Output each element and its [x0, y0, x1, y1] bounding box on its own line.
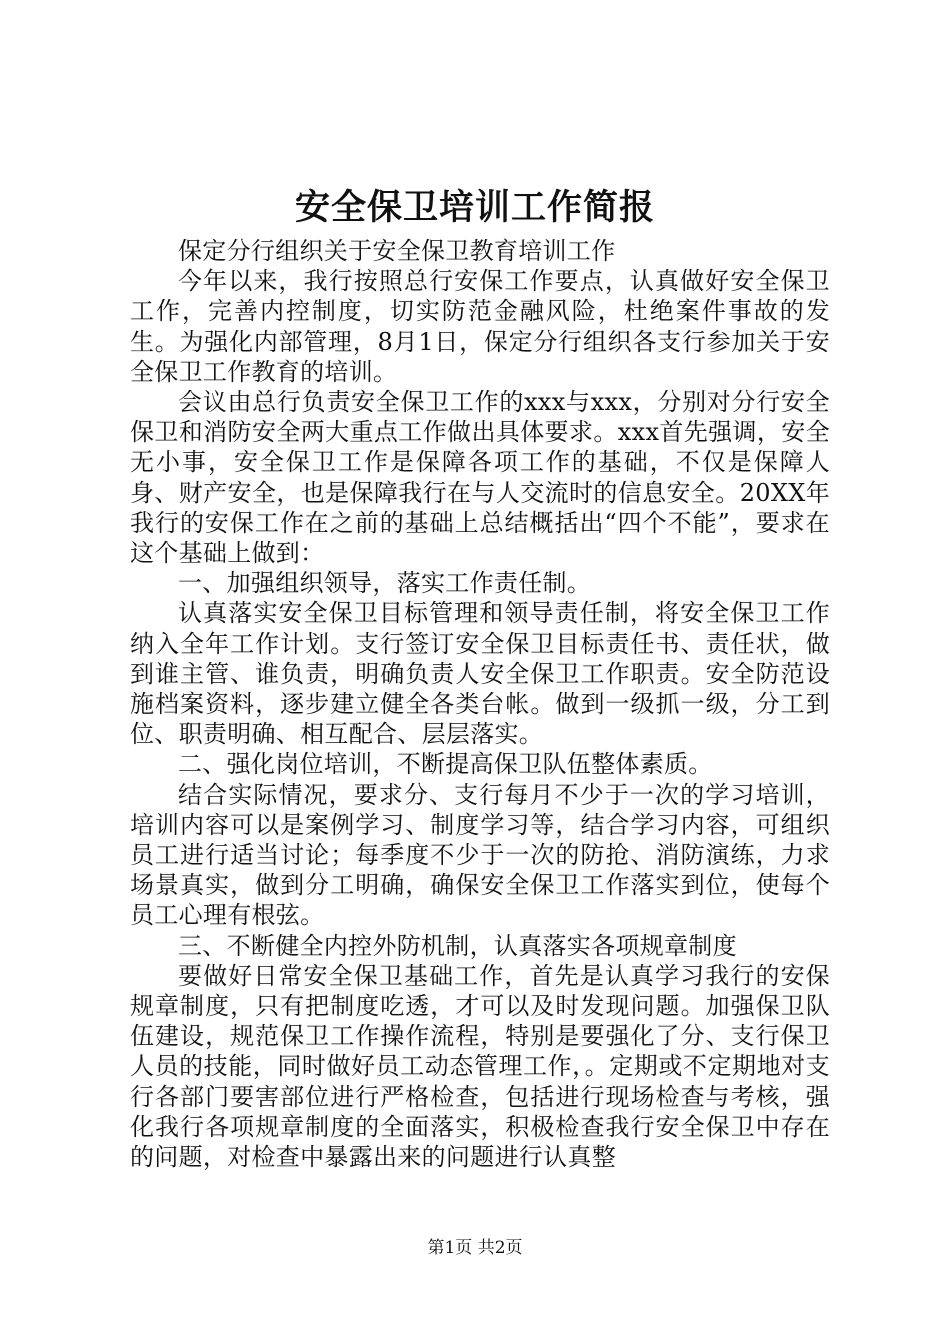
page-number-footer: 第1页 共2页: [427, 1238, 523, 1258]
section-heading: 三、不断健全内控外防机制，认真落实各项规章制度: [178, 931, 737, 960]
subtitle-paragraph: 保定分行组织关于安全保卫教育培训工作: [178, 237, 616, 265]
body-paragraph: 今年以来，我行按照总行安保工作要点，认真做好安全保卫工作，完善内控制度，切实防范金融风险，杜绝案件事故的发生。为强化内部管理，8月1日，保定分行组织各支行参加关于安全保卫工作教育的培训。: [130, 267, 830, 386]
document-title: 安全保卫培训工作简报: [294, 187, 655, 228]
document-body: [130, 236, 830, 1172]
body-paragraph: 结合实际情况，要求分、支行每月不少于一次的学习培训，培训内容可以是案例学习、制度学习等，结合学习内容，可组织员工进行适当讨论；每季度不少于一次的防抢、消防演练，力求场景真实，做到分工明确，确保安全保卫工作落实到位，使每个员工心理有根弦。: [130, 780, 830, 930]
section-heading: 二、强化岗位培训，不断提高保卫队伍整体素质。: [178, 750, 713, 779]
section-heading: 一、加强组织领导，落实工作责任制。: [178, 569, 592, 598]
body-paragraph: 要做好日常安全保卫基础工作，首先是认真学习我行的安保规章制度，只有把制度吃透，才可以及时发现问题。加强保卫队伍建设，规范保卫工作操作流程，特别是要强化了分、支行保卫人员的技能，同时做好员工动态管理工作，。定期或不定期地对支行各部门要害部位进行严格检查，包括进行现场检查与考核，强化我行各项规章制度的全面落实，积极检查我行安全保卫中存在的问题，对检查中暴露出来的问题进行认真整: [130, 961, 830, 1172]
body-paragraph: 会议由总行负责安全保卫工作的xxx与xxx，分别对分行安全保卫和消防安全两大重点工作做出具体要求。xxx首先强调，安全无小事，安全保卫工作是保障各项工作的基础，不仅是保障人身、财产安全，也是保障我行在与人交流时的信息安全。20XX年我行的安保工作在之前的基础上总结概括出“四个不能”，要求在这个基础上做到：: [130, 388, 830, 568]
body-paragraph: 认真落实安全保卫目标管理和领导责任制，将安全保卫工作纳入全年工作计划。支行签订安全保卫目标责任书、责任状，做到谁主管、谁负责，明确负责人安全保卫工作职责。安全防范设施档案资料，逐步建立健全各类台帐。做到一级抓一级，分工到位、职责明确、相互配合、层层落实。: [130, 599, 830, 749]
